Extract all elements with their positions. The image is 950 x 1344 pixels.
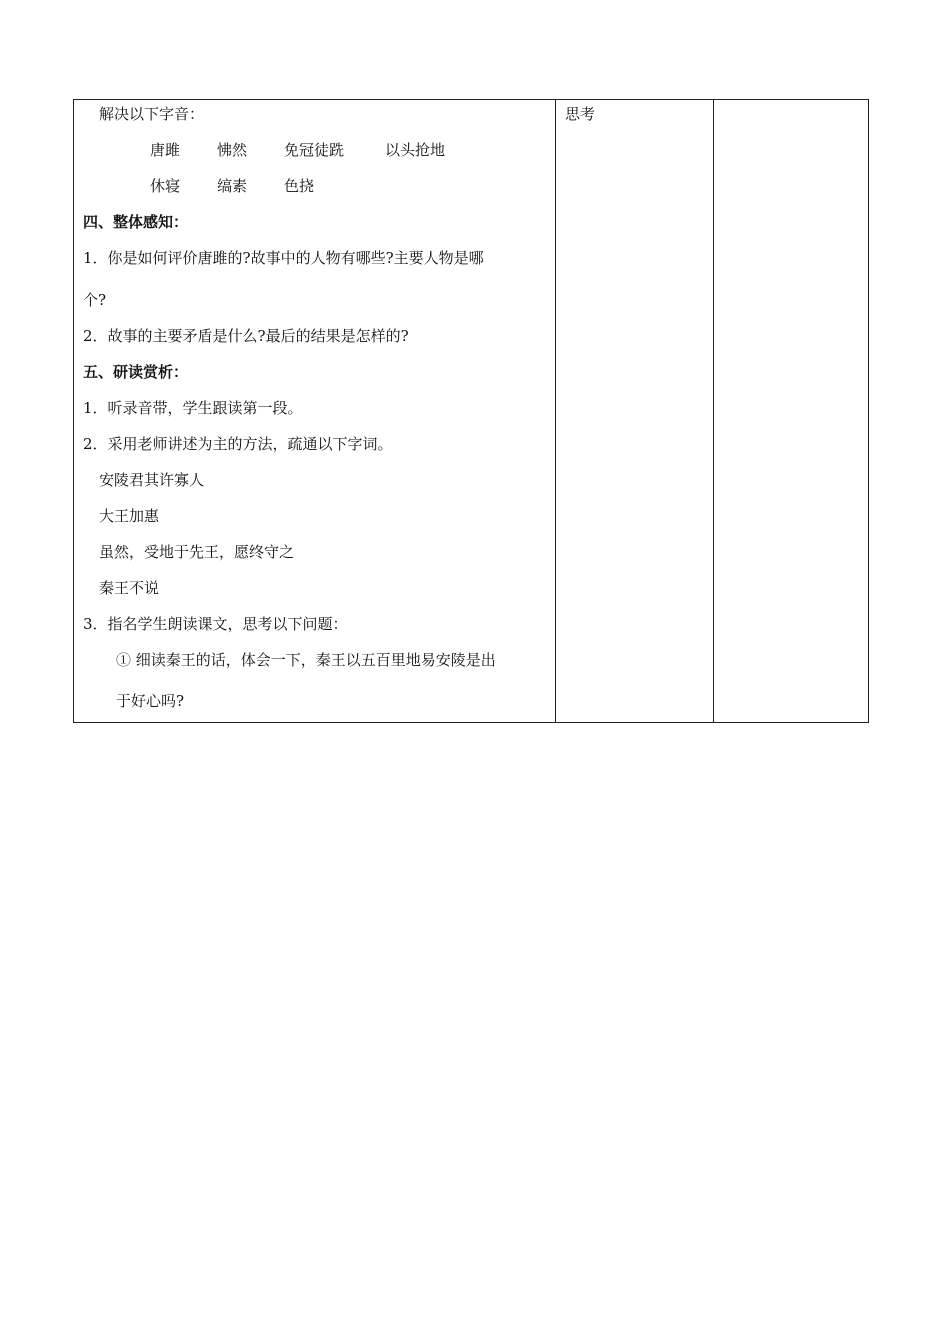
word-item: 休寝 — [150, 177, 181, 195]
word-item: 免冠徒跣 — [284, 141, 345, 159]
phrase-item: 虽然，受地于先王，愿终守之 — [99, 543, 295, 561]
sub-question-1: ① 细读秦王的话，体会一下，秦王以五百里地易安陵是出 — [116, 651, 496, 669]
phrase-item: 大王加惠 — [99, 507, 160, 525]
word-item: 以头抢地 — [385, 141, 446, 159]
section-5-item-1: 1．听录音带，学生跟读第一段。 — [83, 399, 303, 417]
section-4-question-1: 1．你是如何评价唐雎的?故事中的人物有哪些?主要人物是哪 — [83, 249, 484, 267]
student-activity-text: 思考 — [565, 105, 596, 123]
word-item: 唐雎 — [150, 141, 181, 159]
section-4-question-2: 2．故事的主要矛盾是什么?最后的结果是怎样的? — [83, 327, 409, 345]
sub-question-1-continued: 于好心吗? — [116, 692, 185, 710]
word-item: 缟素 — [217, 177, 248, 195]
word-item: 色挠 — [284, 177, 315, 195]
phrase-item: 安陵君其许寡人 — [99, 471, 205, 489]
section-4-heading: 四、整体感知： — [83, 213, 189, 231]
notes-column — [714, 100, 868, 722]
student-activity-column — [556, 100, 714, 722]
section-4-question-1-continued: 个? — [83, 291, 107, 309]
pronunciation-intro: 解决以下字音： — [99, 105, 205, 123]
pronunciation-words-row-1 — [150, 140, 445, 160]
section-5-item-2: 2．采用老师讲述为主的方法，疏通以下字词。 — [83, 435, 393, 453]
word-item: 怫然 — [217, 141, 248, 159]
pronunciation-words-row-2 — [150, 176, 314, 196]
teaching-content-column — [74, 100, 556, 722]
section-5-heading: 五、研读赏析： — [83, 363, 189, 381]
phrase-item: 秦王不说 — [99, 579, 160, 597]
section-5-item-3: 3．指名学生朗读课文，思考以下问题： — [83, 615, 348, 633]
lesson-plan-table — [73, 99, 869, 723]
